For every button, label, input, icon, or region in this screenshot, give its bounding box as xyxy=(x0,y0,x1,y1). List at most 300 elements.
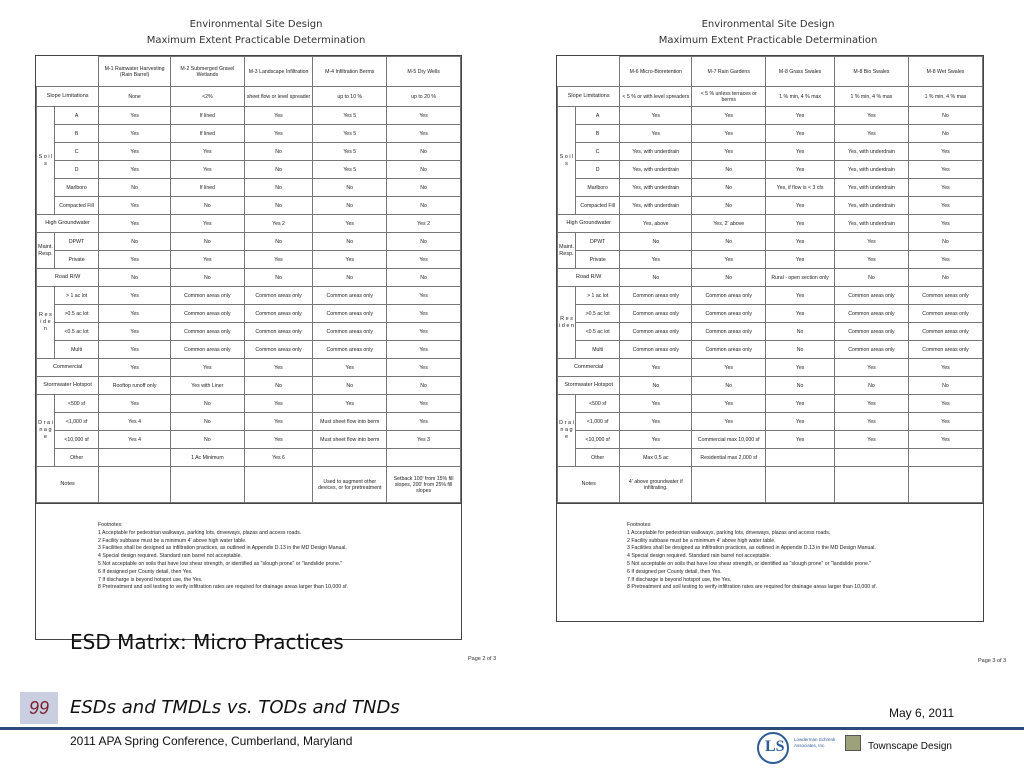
row-sublabel: C xyxy=(54,143,98,161)
table-cell: No xyxy=(170,431,244,449)
ls-logo-text: Lowderman Schrenk Associates, Inc. xyxy=(794,737,836,748)
table-cell: sheet flow or level spreader xyxy=(244,87,313,107)
table-cell: No xyxy=(692,377,766,395)
table-cell: Common areas only xyxy=(908,305,982,323)
row-label: Stormwater Hotspot xyxy=(37,377,99,395)
table-row xyxy=(37,413,461,431)
table-cell: Yes xyxy=(99,359,171,377)
table-cell: Yes xyxy=(766,305,835,323)
table-cell: <2% xyxy=(170,87,244,107)
table-row xyxy=(558,215,983,233)
row-sublabel: B xyxy=(575,125,619,143)
table-cell: Yes xyxy=(170,143,244,161)
table-cell: Yes xyxy=(99,323,171,341)
table-row xyxy=(558,251,983,269)
table-cell: Common areas only xyxy=(620,323,692,341)
table-cell: Common areas only xyxy=(313,305,387,323)
table-cell: No xyxy=(313,197,387,215)
table-cell: Yes xyxy=(908,431,982,449)
table-cell: Yes xyxy=(387,413,461,431)
group-label: D r a i n a g e xyxy=(558,395,576,467)
table-cell: Yes xyxy=(834,251,908,269)
document-page-2 xyxy=(0,0,513,683)
row-sublabel: <500 sf xyxy=(54,395,98,413)
row-sublabel: DPWT xyxy=(54,233,98,251)
page-number: Page 3 of 3 xyxy=(978,658,1007,664)
table-cell: 4' above groundwater if infiltrating. xyxy=(620,467,692,503)
table-cell: Common areas only xyxy=(170,287,244,305)
table-row xyxy=(37,125,461,143)
table-cell: Yes xyxy=(170,359,244,377)
row-sublabel: >0.5 ac lot xyxy=(575,305,619,323)
table-cell: Common areas only xyxy=(908,323,982,341)
row-sublabel: Private xyxy=(54,251,98,269)
table-row xyxy=(558,107,983,125)
table-cell: Yes xyxy=(766,107,835,125)
table-cell: Yes, with underdrain xyxy=(834,197,908,215)
row-sublabel: Compacted Fill xyxy=(54,197,98,215)
table-cell: Yes xyxy=(387,323,461,341)
table-row xyxy=(558,179,983,197)
table-cell: Yes xyxy=(766,233,835,251)
table-cell: Yes, with underdrain xyxy=(834,161,908,179)
table-cell: Common areas only xyxy=(908,287,982,305)
footnote-line: 4 Special design required. Standard rain barrel not acceptable. xyxy=(627,553,771,560)
table-cell: Yes xyxy=(908,359,982,377)
table-cell: No xyxy=(244,377,313,395)
table-cell: Yes, with underdrain xyxy=(834,179,908,197)
table-row xyxy=(558,143,983,161)
table-cell: Common areas only xyxy=(313,287,387,305)
table-row xyxy=(558,449,983,467)
table-cell: Yes xyxy=(313,215,387,233)
table-cell: No xyxy=(170,413,244,431)
table-row xyxy=(37,57,461,87)
table-cell: Yes xyxy=(908,179,982,197)
table-cell: Yes xyxy=(244,125,313,143)
table-cell: No xyxy=(387,377,461,395)
table-cell: Yes xyxy=(244,251,313,269)
table-row xyxy=(558,161,983,179)
table-row xyxy=(37,215,461,233)
table-cell: Yes xyxy=(387,107,461,125)
table-cell: Yes 4 xyxy=(99,413,171,431)
table-cell xyxy=(387,449,461,467)
row-sublabel: A xyxy=(575,107,619,125)
table-header-cell: M-4 Infiltration Berms xyxy=(313,57,387,87)
table-cell: If lined xyxy=(170,179,244,197)
group-label: S o i l s xyxy=(37,107,55,215)
row-sublabel: Marlboro xyxy=(54,179,98,197)
table-row xyxy=(558,395,983,413)
table-header-cell xyxy=(37,57,99,87)
footnotes xyxy=(557,503,983,592)
group-label: Maint. Resp. xyxy=(558,233,576,269)
table-cell: Yes xyxy=(834,107,908,125)
table-cell: Yes xyxy=(244,359,313,377)
table-cell: Yes xyxy=(170,161,244,179)
table-cell: No xyxy=(387,269,461,287)
table-cell: Yes xyxy=(692,143,766,161)
table-cell: If lined xyxy=(170,107,244,125)
table-cell: Common areas only xyxy=(692,287,766,305)
table-cell: No xyxy=(170,197,244,215)
page-subtitle: Maximum Extent Practicable Determination xyxy=(658,35,878,46)
table-cell: Yes xyxy=(387,305,461,323)
footnote-line: 5 Not acceptable on soils that have low shear strength, or identified as "slough prone" or "landslide prone." xyxy=(98,560,343,567)
table-cell: Common areas only xyxy=(834,341,908,359)
table-cell: Yes xyxy=(834,413,908,431)
slide-caption: ESD Matrix: Micro Practices xyxy=(70,630,344,654)
table-cell: No xyxy=(99,233,171,251)
table-cell: Yes 2 xyxy=(244,215,313,233)
table-cell: Max 0.5 ac xyxy=(620,449,692,467)
table-row xyxy=(37,197,461,215)
row-label: Slope Limitations xyxy=(37,87,99,107)
table-cell: Yes xyxy=(908,413,982,431)
table-cell: No xyxy=(244,269,313,287)
table-cell: Commercial max 10,000 sf xyxy=(692,431,766,449)
table-cell: Yes xyxy=(908,197,982,215)
table-cell: Yes xyxy=(99,143,171,161)
table-cell: If lined xyxy=(170,125,244,143)
table-cell: Yes xyxy=(620,413,692,431)
table-cell: Common areas only xyxy=(244,341,313,359)
row-sublabel: <500 sf xyxy=(575,395,619,413)
row-sublabel: >0.5 ac lot xyxy=(54,305,98,323)
table-cell: Yes xyxy=(692,251,766,269)
table-row xyxy=(37,143,461,161)
row-sublabel: D xyxy=(54,161,98,179)
table-cell: Yes 5 xyxy=(313,143,387,161)
table-row xyxy=(558,125,983,143)
table-cell: No xyxy=(313,269,387,287)
table-cell: Yes xyxy=(620,107,692,125)
table-cell: No xyxy=(99,269,171,287)
table-cell: No xyxy=(766,341,835,359)
table-cell: Yes xyxy=(766,431,835,449)
footnote-line: 7 If discharge is beyond hotspot use, the Yes. xyxy=(98,576,203,583)
table-cell: Yes xyxy=(908,251,982,269)
table-cell: up to 10 % xyxy=(313,87,387,107)
table-cell: Yes xyxy=(692,395,766,413)
table-cell: Yes xyxy=(387,341,461,359)
table-cell xyxy=(313,449,387,467)
table-cell: No xyxy=(834,377,908,395)
table-cell: Yes xyxy=(99,107,171,125)
table-cell: Yes xyxy=(834,125,908,143)
table-cell xyxy=(908,467,982,503)
row-sublabel: Private xyxy=(575,251,619,269)
table-cell: Yes xyxy=(387,287,461,305)
row-sublabel: A xyxy=(54,107,98,125)
table-cell: Yes xyxy=(244,395,313,413)
table-cell: Must sheet flow into berm xyxy=(313,431,387,449)
table-cell xyxy=(766,467,835,503)
table-cell: Yes xyxy=(620,125,692,143)
table-cell: Yes xyxy=(766,143,835,161)
table-row xyxy=(37,161,461,179)
table-row xyxy=(558,287,983,305)
table-cell: Yes xyxy=(692,125,766,143)
table-cell: Yes xyxy=(99,341,171,359)
row-sublabel: Multi xyxy=(54,341,98,359)
table-cell: None xyxy=(99,87,171,107)
page-title: Environmental Site Design xyxy=(189,19,323,30)
table-row xyxy=(37,287,461,305)
table-header-cell: M-1 Rainwater Harvesting (Rain Barrel) xyxy=(99,57,171,87)
table-cell: No xyxy=(244,161,313,179)
table-cell: Yes xyxy=(244,413,313,431)
table-cell: No xyxy=(313,233,387,251)
table-cell: Yes xyxy=(99,161,171,179)
table-cell: Yes, with underdrain xyxy=(834,143,908,161)
table-cell: Common areas only xyxy=(692,323,766,341)
table-cell: No xyxy=(908,377,982,395)
table-cell: No xyxy=(387,161,461,179)
table-cell: Yes xyxy=(692,413,766,431)
conference-name: 2011 APA Spring Conference, Cumberland, Maryland xyxy=(70,734,353,748)
row-sublabel: D xyxy=(575,161,619,179)
table-row xyxy=(37,449,461,467)
table-row xyxy=(37,359,461,377)
slide-number: 99 xyxy=(20,692,58,724)
footnote-line: 3 Facilities shall be designed as infiltration practices, as outlined in Appendix D.13 in the MD Design Manual. xyxy=(98,545,347,552)
table-cell: Yes xyxy=(834,431,908,449)
table-cell: No xyxy=(387,179,461,197)
table-cell: Common areas only xyxy=(692,305,766,323)
slide-date: May 6, 2011 xyxy=(889,706,955,720)
table-cell: Yes xyxy=(766,251,835,269)
table-cell: Yes xyxy=(766,215,835,233)
row-sublabel: B xyxy=(54,125,98,143)
table-cell: Yes xyxy=(908,215,982,233)
table-cell: Common areas only xyxy=(313,323,387,341)
table-cell: Common areas only xyxy=(834,323,908,341)
row-sublabel: <1,000 sf xyxy=(575,413,619,431)
table-cell: Common areas only xyxy=(834,287,908,305)
table-cell: Yes xyxy=(766,395,835,413)
footnote-line: 5 Not acceptable on soils that have low shear strength, or identified as "slough prone" or "landslide prone." xyxy=(627,560,872,567)
table-row xyxy=(37,341,461,359)
ls-logo-letters: LS xyxy=(765,738,785,755)
table-cell: Yes, with underdrain xyxy=(620,161,692,179)
table-cell xyxy=(244,467,313,503)
table-cell: Yes xyxy=(99,305,171,323)
table-row xyxy=(37,305,461,323)
table-cell: No xyxy=(692,197,766,215)
table-cell: Yes, if flow is < 3 cfs xyxy=(766,179,835,197)
table-cell: Yes 3 xyxy=(387,431,461,449)
table-cell: Common areas only xyxy=(692,341,766,359)
footnote-line: 4 Special design required. Standard rain barrel not acceptable. xyxy=(98,553,242,560)
group-label: R e s i d e n xyxy=(558,287,576,359)
table-cell: Yes xyxy=(834,233,908,251)
table-cell xyxy=(99,449,171,467)
table-row xyxy=(558,57,983,87)
table-row xyxy=(37,233,461,251)
table-row xyxy=(558,305,983,323)
row-label: Notes xyxy=(558,467,620,503)
slide-footer xyxy=(0,683,1024,768)
table-cell: Yes xyxy=(834,359,908,377)
row-sublabel: Multi xyxy=(575,341,619,359)
row-sublabel: DPWT xyxy=(575,233,619,251)
table-cell: Yes xyxy=(766,161,835,179)
footnote-line: 8 Pretreatment and soil testing to verify infiltration rates are required for drainage areas larger than 10,000 sf. xyxy=(627,584,878,591)
table-cell xyxy=(766,449,835,467)
table-cell: No xyxy=(387,143,461,161)
slide-title: ESDs and TMDLs vs. TODs and TNDs xyxy=(70,697,400,718)
table-header-cell: M-6 Micro-Bioretention xyxy=(620,57,692,87)
row-sublabel: <1,000 sf xyxy=(54,413,98,431)
table-cell: No xyxy=(170,395,244,413)
table-cell xyxy=(99,467,171,503)
row-sublabel: <0.5 ac lot xyxy=(54,323,98,341)
table-header-cell: M-7 Rain Gardens xyxy=(692,57,766,87)
table-cell: Yes, with underdrain xyxy=(620,197,692,215)
table-cell: No xyxy=(244,179,313,197)
table-cell: 1 % min, 4 % max xyxy=(834,87,908,107)
table-cell: Yes xyxy=(766,125,835,143)
footnote-line: 2 Facility subbase must be a minimum 4' above high water table. xyxy=(98,537,247,544)
table-cell: Yes xyxy=(766,359,835,377)
table-cell: Common areas only xyxy=(620,305,692,323)
table-cell: Common areas only xyxy=(170,323,244,341)
table-cell: No xyxy=(99,179,171,197)
table-row xyxy=(37,179,461,197)
table-cell: Yes xyxy=(387,125,461,143)
table-cell: Yes xyxy=(766,287,835,305)
row-sublabel: <0.5 ac lot xyxy=(575,323,619,341)
table-cell: No xyxy=(692,269,766,287)
ls-logo-icon xyxy=(757,732,789,764)
group-label: R e s i d e n xyxy=(37,287,55,359)
table-header-cell xyxy=(558,57,620,87)
table-cell: 1 % min, 4 % max xyxy=(908,87,982,107)
row-sublabel: Other xyxy=(54,449,98,467)
table-cell: Yes xyxy=(387,251,461,269)
table-header-cell: M-8 Bio Swales xyxy=(834,57,908,87)
table-row xyxy=(558,87,983,107)
table-cell: Yes xyxy=(99,215,171,233)
footnotes-title: Footnotes: xyxy=(98,522,123,528)
table-cell xyxy=(834,467,908,503)
table-cell: No xyxy=(620,269,692,287)
table-cell: Yes 5 xyxy=(313,161,387,179)
table-cell: Common areas only xyxy=(244,287,313,305)
table-cell: Common areas only xyxy=(620,287,692,305)
footnotes-title: Footnotes: xyxy=(627,522,652,528)
row-sublabel: Marlboro xyxy=(575,179,619,197)
table-cell: Yes xyxy=(692,107,766,125)
table-cell: Yes xyxy=(313,251,387,269)
table-cell: No xyxy=(908,125,982,143)
group-label: Maint. Resp. xyxy=(37,233,55,269)
table-cell: Yes 2 xyxy=(387,215,461,233)
table-cell: No xyxy=(908,269,982,287)
table-cell: Setback 100' from 15% fill slopes, 200' from 25% fill slopes xyxy=(387,467,461,503)
esd-matrix-table xyxy=(557,56,983,503)
table-cell: Yes xyxy=(908,161,982,179)
row-sublabel: <10,000 sf xyxy=(575,431,619,449)
table-row xyxy=(37,87,461,107)
table-cell: No xyxy=(313,179,387,197)
footnote-line: 7 If discharge is beyond hotspot use, the Yes. xyxy=(627,576,732,583)
table-cell: Yes xyxy=(620,395,692,413)
table-cell: Common areas only xyxy=(170,341,244,359)
table-cell: Yes, with underdrain xyxy=(620,143,692,161)
footnote-line: 6 If designed per County detail, then Yes. xyxy=(98,568,193,575)
footnote-line: 1 Acceptable for pedestrian walkways, parking lots, driveways, plazas and access roads. xyxy=(98,529,302,536)
table-cell: Yes xyxy=(766,413,835,431)
table-cell: Rural - open section only xyxy=(766,269,835,287)
townscape-logo-icon xyxy=(845,735,861,751)
table-cell: Yes xyxy=(908,395,982,413)
group-label: S o i l s xyxy=(558,107,576,215)
table-cell: Yes 5 xyxy=(313,125,387,143)
table-row xyxy=(558,269,983,287)
table-cell: No xyxy=(170,269,244,287)
row-sublabel: <10,000 sf xyxy=(54,431,98,449)
footer-divider xyxy=(0,727,1024,730)
table-cell: Yes xyxy=(170,215,244,233)
table-row xyxy=(37,107,461,125)
table-row xyxy=(558,431,983,449)
page-title: Environmental Site Design xyxy=(701,19,835,30)
table-header-cell: M-3 Landscape Infiltration xyxy=(244,57,313,87)
table-cell: No xyxy=(834,269,908,287)
table-cell: Yes xyxy=(99,125,171,143)
table-cell: Yes xyxy=(244,431,313,449)
table-cell: No xyxy=(766,323,835,341)
table-row xyxy=(37,251,461,269)
matrix-frame xyxy=(35,55,462,640)
table-cell: Yes xyxy=(387,395,461,413)
table-row xyxy=(37,467,461,503)
footnotes xyxy=(36,503,461,592)
table-row xyxy=(558,359,983,377)
row-label: Slope Limitations xyxy=(558,87,620,107)
table-cell: Common areas only xyxy=(244,323,313,341)
table-cell: Yes xyxy=(99,287,171,305)
table-cell: 1 Ac Minimum xyxy=(170,449,244,467)
esd-matrix-table xyxy=(36,56,461,503)
table-cell: Yes xyxy=(620,359,692,377)
table-cell: Common areas only xyxy=(620,341,692,359)
table-cell: Yes xyxy=(313,395,387,413)
table-cell: Yes, 2' above xyxy=(692,215,766,233)
footnote-line: 8 Pretreatment and soil testing to verify infiltration rates are required for drainage areas larger than 10,000 sf. xyxy=(98,584,349,591)
table-cell: Yes xyxy=(908,143,982,161)
table-header-cell: M-8 Wet Swales xyxy=(908,57,982,87)
table-cell: Yes, above xyxy=(620,215,692,233)
table-cell: No xyxy=(244,233,313,251)
table-header-cell: M-5 Dry Wells xyxy=(387,57,461,87)
table-header-cell: M-2 Submerged Gravel Wetlands xyxy=(170,57,244,87)
table-cell: Yes xyxy=(620,431,692,449)
table-cell: No xyxy=(170,233,244,251)
footnote-line: 1 Acceptable for pedestrian walkways, parking lots, driveways, plazas and access roads. xyxy=(627,529,831,536)
table-cell: Yes xyxy=(244,107,313,125)
table-row xyxy=(558,467,983,503)
table-cell: Yes xyxy=(387,359,461,377)
table-cell: Yes 5 xyxy=(313,107,387,125)
table-cell: Yes xyxy=(99,251,171,269)
row-sublabel: Compacted Fill xyxy=(575,197,619,215)
table-cell xyxy=(834,449,908,467)
table-cell: No xyxy=(766,377,835,395)
